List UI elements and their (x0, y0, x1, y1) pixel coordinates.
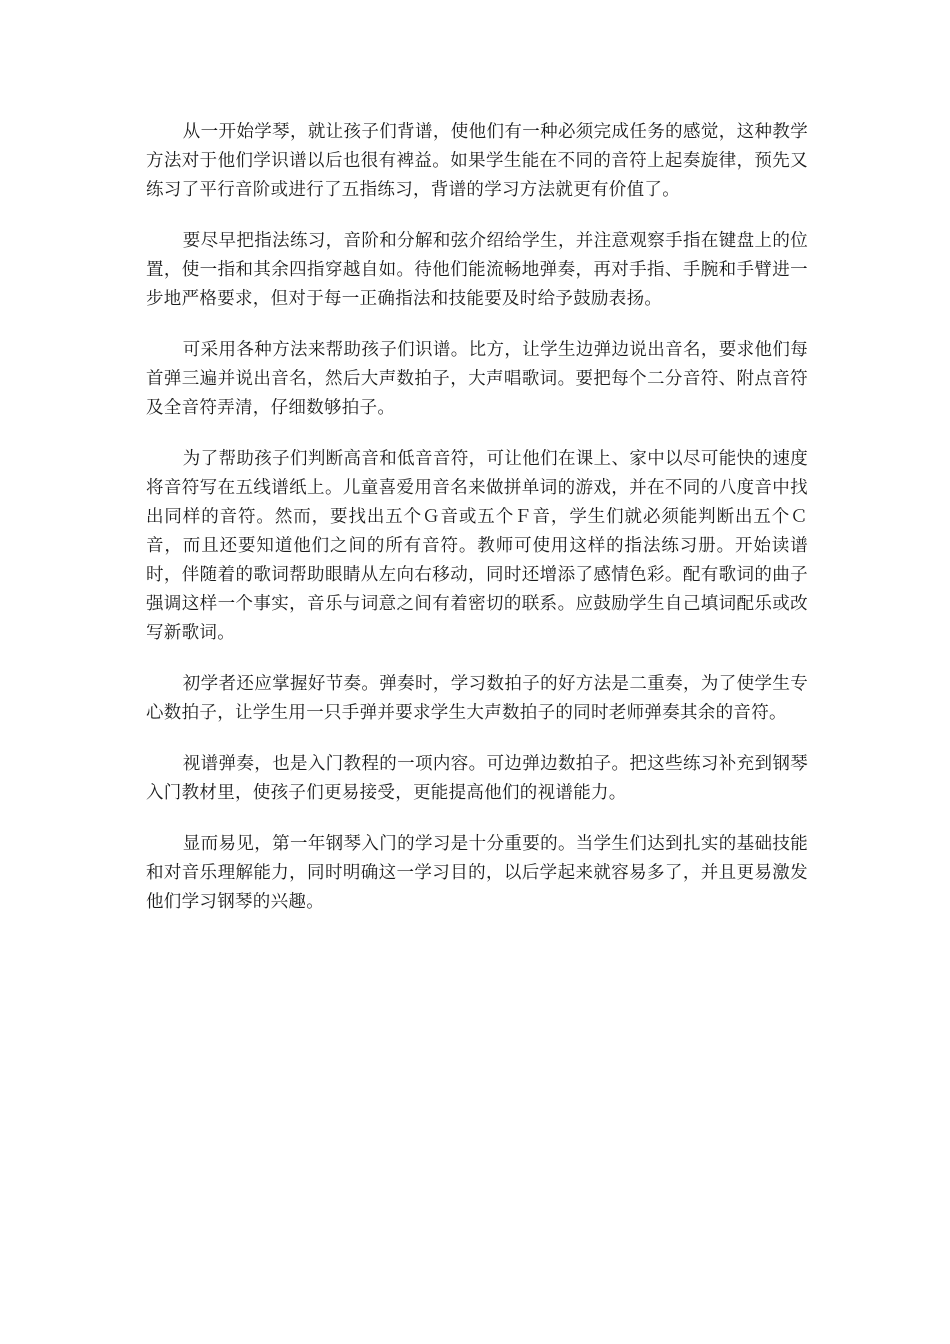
paragraph-4: 为了帮助孩子们判断高音和低音音符，可让他们在课上、家中以尽可能快的速度将音符写在五线谱纸上。儿童喜爱用音名来做拼单词的游戏，并在不同的八度音中找出同样的音符。然而，要找出五个Ｇ音或五个Ｆ音，学生们就必须能判断出五个Ｃ音，而且还要知道他们之间的所有音符。教师可使用这样的指法练习册。开始读谱时，伴随着的歌词帮助眼睛从左向右移动，同时还增添了感情色彩。配有歌词的曲子强调这样一个事实，音乐与词意之间有着密切的联系。应鼓励学生自己填词配乐或改写新歌词。 (146, 449, 808, 643)
paragraph-7: 显而易见，第一年钢琴入门的学习是十分重要的。当学生们达到扎实的基础技能和对音乐理解能力，同时明确这一学习目的，以后学起来就容易多了，并且更易激发他们学习钢琴的兴趣。 (146, 834, 808, 912)
paragraph-3: 可采用各种方法来帮助孩子们识谱。比方，让学生边弹边说出音名，要求他们每首弹三遍并说出音名，然后大声数拍子，大声唱歌词。要把每个二分音符、附点音符及全音符弄清，仔细数够拍子。 (146, 340, 808, 418)
paragraph-1: 从一开始学琴，就让孩子们背谱，使他们有一种必须完成任务的感觉，这种教学方法对于他们学识谱以后也很有裨益。如果学生能在不同的音符上起奏旋律，预先又练习了平行音阶或进行了五指练习，背谱的学习方法就更有价值了。 (146, 122, 808, 200)
document-body (146, 118, 808, 939)
paragraph-2: 要尽早把指法练习，音阶和分解和弦介绍给学生，并注意观察手指在键盘上的位置，使一指和其余四指穿越自如。待他们能流畅地弹奏，再对手指、手腕和手臂进一步地严格要求，但对于每一正确指法和技能要及时给予鼓励表扬。 (146, 231, 808, 309)
paragraph-5: 初学者还应掌握好节奏。弹奏时，学习数拍子的好方法是二重奏，为了使学生专心数拍子，让学生用一只手弹并要求学生大声数拍子的同时老师弹奏其余的音符。 (146, 674, 808, 723)
paragraph-6: 视谱弹奏，也是入门教程的一项内容。可边弹边数拍子。把这些练习补充到钢琴入门教材里，使孩子们更易接受，更能提高他们的视谱能力。 (146, 754, 808, 803)
